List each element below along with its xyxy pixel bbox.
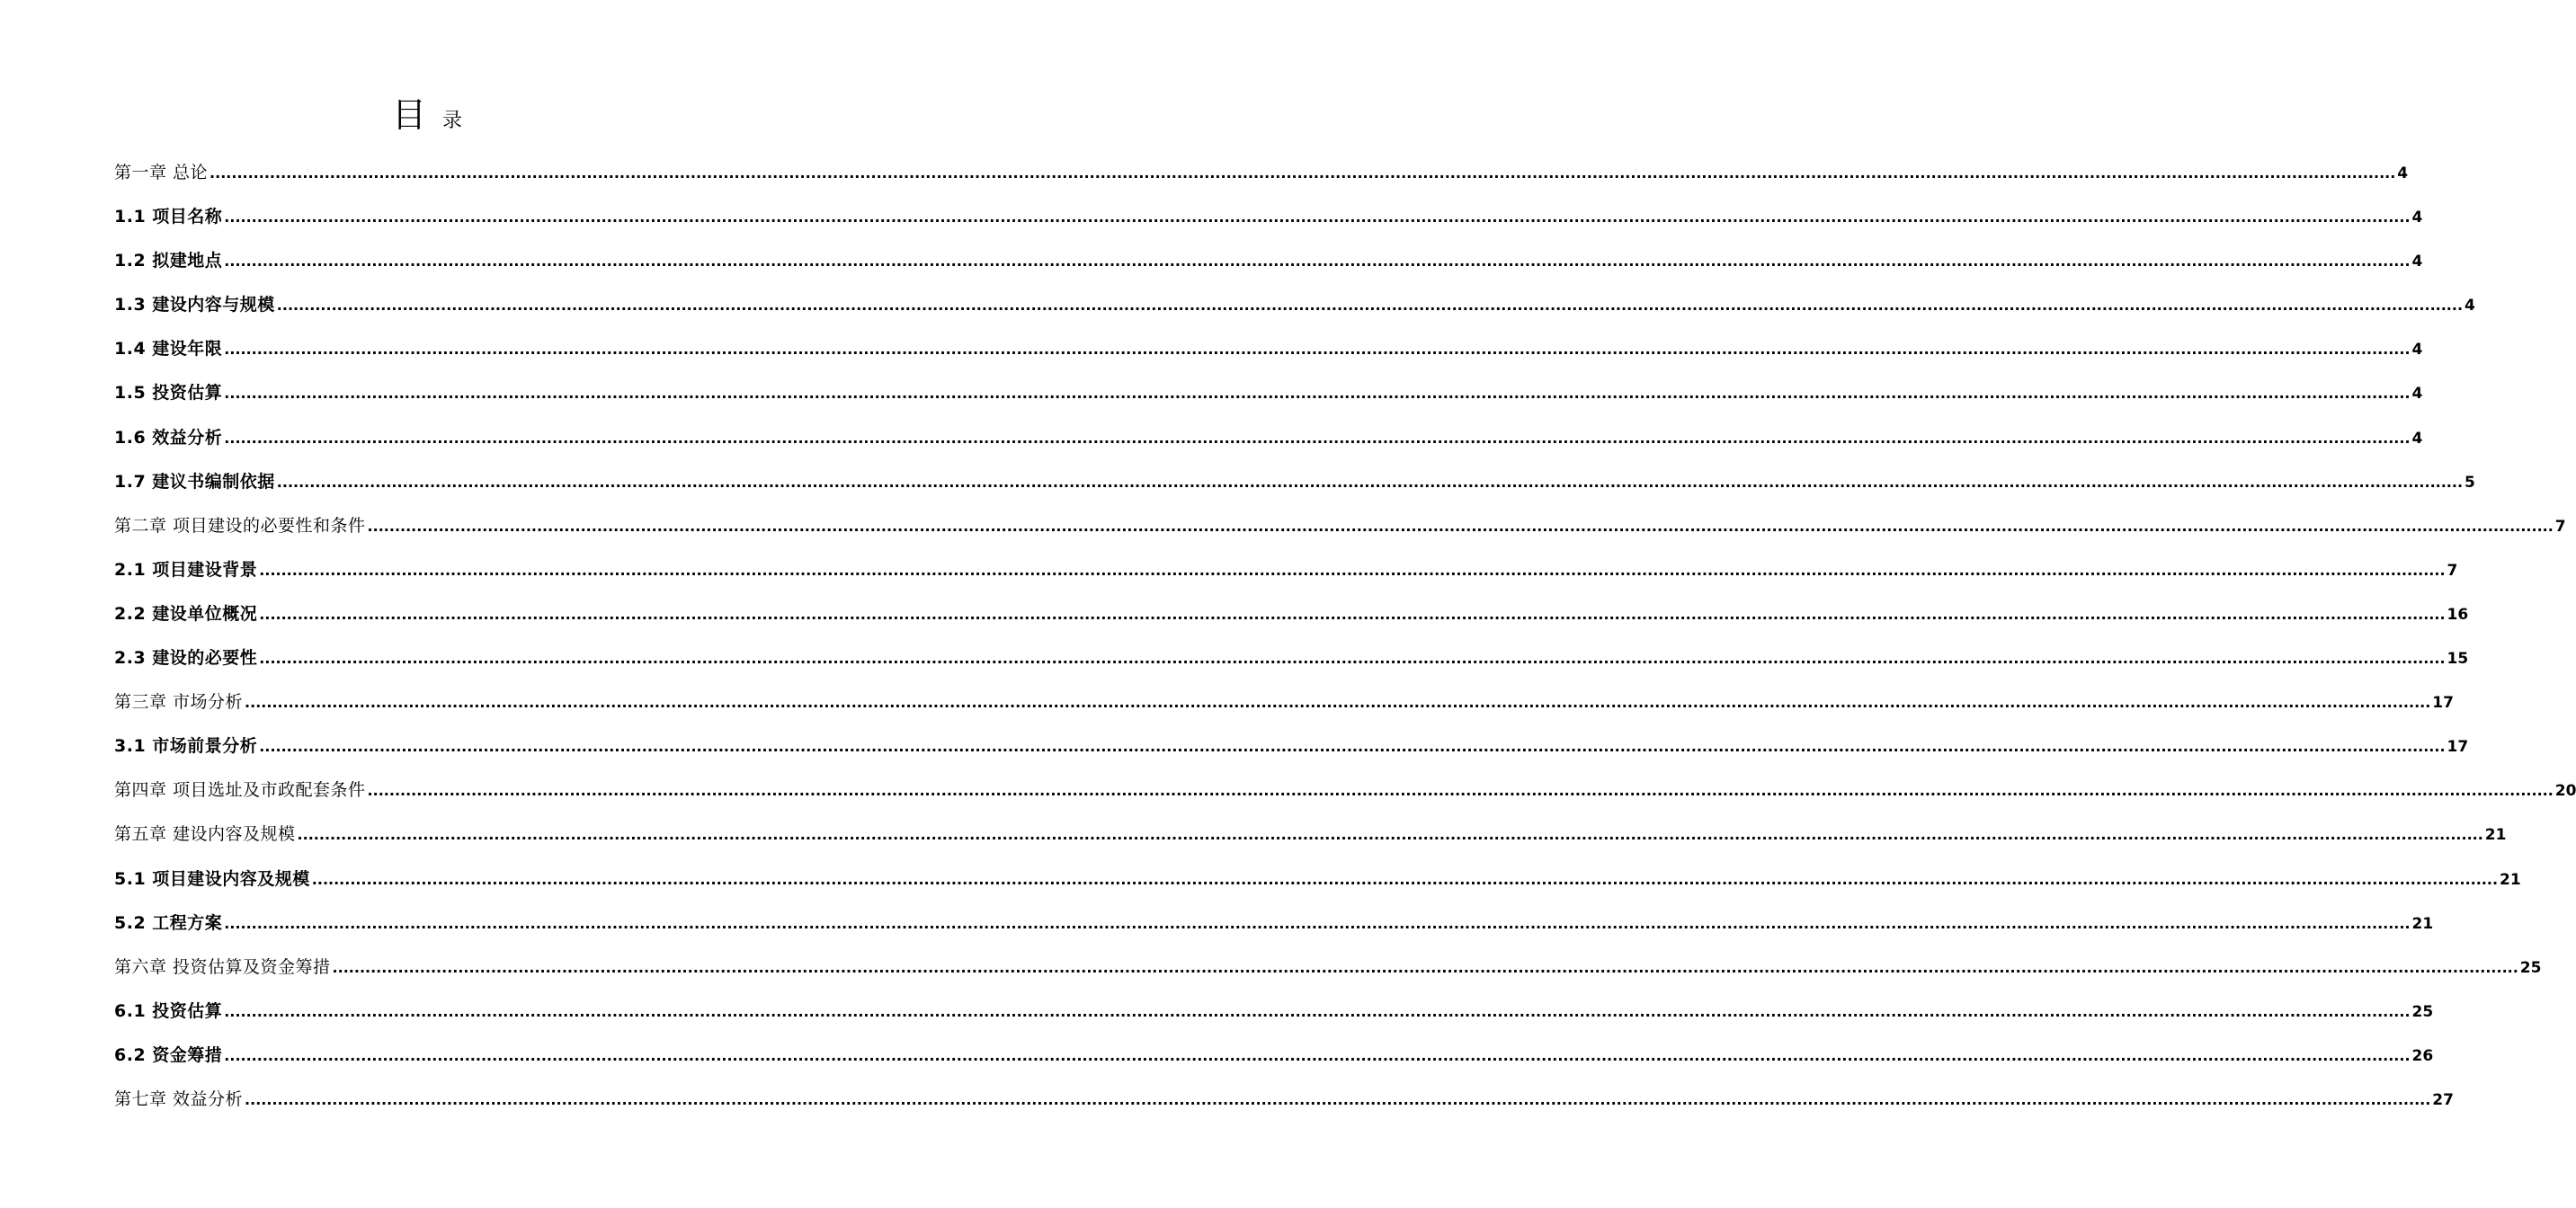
toc-entry[interactable] [114, 151, 2409, 195]
toc-entry[interactable] [114, 327, 2423, 371]
dot-leader: ................................................................................................................................................................................................................................................................................................................................................................................................................ [224, 209, 2411, 226]
page-title [0, 88, 854, 142]
dot-leader: ................................................................................................................................................................................................................................................................................................................................................................................................................ [209, 164, 2396, 182]
toc-entry-label: 1.7 建议书编制依据 [114, 471, 275, 492]
toc-entry-page-number: 7 [2447, 561, 2458, 580]
dot-leader: ................................................................................................................................................................................................................................................................................................................................................................................................................ [224, 914, 2411, 932]
toc-entry-label: 第七章 效益分析 [114, 1088, 244, 1109]
toc-entry[interactable] [114, 283, 2475, 327]
dot-leader: ................................................................................................................................................................................................................................................................................................................................................................................................................ [259, 561, 2446, 579]
toc-entry-label: 5.1 项目建设内容及规模 [114, 868, 310, 889]
toc-entry-page-number: 4 [2411, 209, 2423, 227]
toc-entry-page-number: 21 [2484, 826, 2507, 845]
toc-entry-page-number: 4 [2411, 341, 2423, 360]
dot-leader: ................................................................................................................................................................................................................................................................................................................................................................................................................ [259, 605, 2446, 623]
toc-entry-label: 2.2 建设单位概况 [114, 603, 258, 624]
toc-entry-label: 第三章 市场分析 [114, 692, 244, 713]
dot-leader: ................................................................................................................................................................................................................................................................................................................................................................................................................ [259, 738, 2446, 756]
dot-leader: ................................................................................................................................................................................................................................................................................................................................................................................................................ [224, 385, 2411, 403]
toc-entry[interactable] [114, 416, 2423, 460]
toc-entry-label: 1.2 拟建地点 [114, 251, 223, 271]
toc-entry-label: 第四章 项目选址及市政配套条件 [114, 780, 366, 801]
toc-entry-label: 2.1 项目建设背景 [114, 559, 258, 580]
toc-entry[interactable] [114, 857, 2521, 902]
toc-entry[interactable] [114, 504, 2566, 548]
toc-entry[interactable] [114, 636, 2469, 680]
table-of-contents [114, 151, 2576, 1122]
toc-entry-page-number: 4 [2397, 164, 2409, 182]
dot-leader: ................................................................................................................................................................................................................................................................................................................................................................................................................ [276, 297, 2464, 315]
toc-entry-label: 1.5 投资估算 [114, 383, 223, 404]
toc-entry-page-number: 26 [2411, 1046, 2434, 1065]
toc-entry[interactable] [114, 1078, 2454, 1122]
toc-entry-page-number: 17 [2447, 738, 2469, 757]
toc-entry-page-number: 4 [2465, 297, 2475, 315]
dot-leader: ................................................................................................................................................................................................................................................................................................................................................................................................................ [245, 1090, 2431, 1108]
dot-leader: ................................................................................................................................................................................................................................................................................................................................................................................................................ [224, 429, 2411, 447]
toc-entry[interactable] [114, 990, 2434, 1034]
dot-leader: ................................................................................................................................................................................................................................................................................................................................................................................................................ [224, 1046, 2411, 1064]
toc-entry-label: 2.3 建设的必要性 [114, 648, 258, 669]
toc-entry-page-number: 4 [2411, 385, 2423, 404]
toc-entry-page-number: 21 [2411, 914, 2434, 933]
toc-entry-label: 第五章 建设内容及规模 [114, 824, 296, 845]
toc-entry-label: 1.1 项目名称 [114, 207, 223, 227]
toc-entry[interactable] [114, 724, 2469, 768]
title-char-1: 目 [391, 95, 426, 135]
toc-entry-page-number: 25 [2519, 958, 2542, 977]
toc-entry[interactable] [114, 1034, 2434, 1078]
dot-leader: ................................................................................................................................................................................................................................................................................................................................................................................................................ [297, 826, 2483, 844]
dot-leader: ................................................................................................................................................................................................................................................................................................................................................................................................................ [276, 473, 2464, 491]
toc-entry[interactable] [114, 813, 2507, 857]
toc-entry-page-number: 5 [2465, 473, 2475, 492]
toc-entry-page-number: 25 [2411, 1002, 2434, 1021]
toc-entry-page-number: 27 [2432, 1090, 2454, 1109]
dot-leader: ................................................................................................................................................................................................................................................................................................................................................................................................................ [311, 870, 2499, 888]
toc-entry[interactable] [114, 371, 2423, 415]
toc-entry-page-number: 20 [2554, 782, 2576, 801]
toc-entry[interactable] [114, 460, 2475, 504]
toc-entry-label: 第一章 总论 [114, 163, 209, 182]
toc-entry[interactable] [114, 195, 2423, 239]
toc-entry-label: 1.3 建设内容与规模 [114, 295, 275, 315]
toc-entry-page-number: 16 [2447, 605, 2469, 624]
toc-entry-label: 3.1 市场前景分析 [114, 736, 258, 757]
dot-leader: ................................................................................................................................................................................................................................................................................................................................................................................................................ [367, 517, 2554, 535]
toc-entry-label: 5.2 工程方案 [114, 912, 223, 933]
dot-leader: ................................................................................................................................................................................................................................................................................................................................................................................................................ [332, 958, 2518, 976]
dot-leader: ................................................................................................................................................................................................................................................................................................................................................................................................................ [224, 253, 2411, 271]
title-char-2: 录 [442, 110, 463, 132]
toc-entry-page-number: 21 [2500, 870, 2521, 889]
toc-entry-page-number: 4 [2411, 429, 2423, 448]
toc-entry-label: 第二章 项目建设的必要性和条件 [114, 515, 366, 536]
toc-entry-page-number: 15 [2447, 650, 2469, 669]
dot-leader: ................................................................................................................................................................................................................................................................................................................................................................................................................ [224, 1002, 2411, 1020]
toc-entry[interactable] [114, 902, 2434, 946]
toc-entry-label: 第六章 投资估算及资金筹措 [114, 956, 331, 977]
toc-entry-label: 1.4 建设年限 [114, 339, 223, 360]
dot-leader: ................................................................................................................................................................................................................................................................................................................................................................................................................ [245, 694, 2431, 712]
toc-entry-page-number: 4 [2411, 253, 2423, 271]
dot-leader: ................................................................................................................................................................................................................................................................................................................................................................................................................ [367, 782, 2554, 800]
toc-entry-page-number: 17 [2432, 694, 2454, 713]
toc-entry[interactable] [114, 946, 2542, 990]
toc-entry[interactable] [114, 239, 2423, 283]
dot-leader: ................................................................................................................................................................................................................................................................................................................................................................................................................ [224, 341, 2411, 359]
toc-entry-page-number: 7 [2554, 517, 2566, 536]
dot-leader: ................................................................................................................................................................................................................................................................................................................................................................................................................ [259, 650, 2446, 668]
toc-entry[interactable] [114, 680, 2454, 724]
toc-entry-label: 6.1 投资估算 [114, 1000, 223, 1021]
toc-entry[interactable] [114, 768, 2576, 813]
toc-entry-label: 1.6 效益分析 [114, 427, 223, 448]
toc-entry[interactable] [114, 548, 2458, 592]
toc-entry[interactable] [114, 592, 2469, 636]
toc-entry-label: 6.2 资金筹措 [114, 1044, 223, 1065]
